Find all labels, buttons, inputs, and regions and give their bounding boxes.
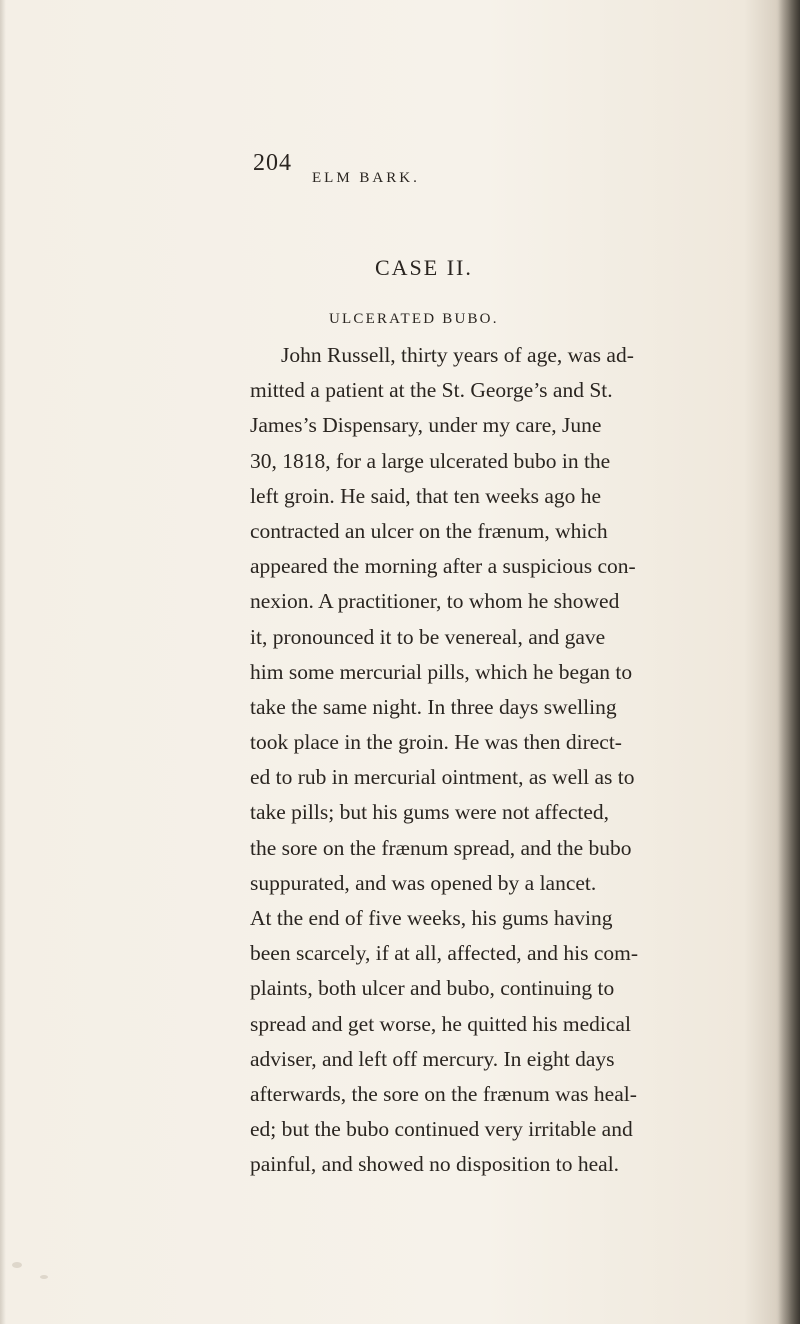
text-line: been scarcely, if at all, affected, and his com- [250,941,639,966]
text-line: take pills; but his gums were not affected, [250,800,610,825]
text-line: adviser, and left off mercury. In eight days [250,1046,615,1071]
text-line: plaints, both ulcer and bubo, continuing to [250,976,615,1001]
text-line: ed; but the bubo continued very irritable and [250,1117,633,1142]
text-line: James’s Dispensary, under my care, June [250,413,602,438]
text-line: suppurated, and was opened by a lancet. [250,870,597,895]
text-line: it, pronounced it to be venereal, and gave [250,624,606,649]
text-line: painful, and showed no disposition to heal. [250,1152,620,1177]
text-line: afterwards, the sore on the frænum was heal- [250,1081,637,1106]
text-line: nexion. A practitioner, to whom he showed [250,589,620,614]
text-line: ed to rub in mercurial ointment, as well as to [250,765,635,790]
page-left-edge [0,0,6,1324]
body-paragraph [250,338,770,1183]
text-line: 30, 1818, for a large ulcerated bubo in the [250,448,611,473]
text-line: left groin. He said, that ten weeks ago he [250,483,602,508]
case-title: CASE II. [375,255,473,280]
text-line: took place in the groin. He was then direct- [250,730,622,755]
text-line: spread and get worse, he quitted his medical [250,1011,631,1036]
running-head: ELM BARK. [312,170,420,186]
text-line: mitted a patient at the St. George’s and St. [250,378,613,403]
text-line: contracted an ulcer on the frænum, which [250,518,608,543]
paper-smudge [40,1275,48,1279]
case-subtitle: ULCERATED BUBO. [329,311,499,327]
text-line: the sore on the frænum spread, and the bubo [250,835,632,860]
book-spine-shadow [778,0,800,1324]
text-line: At the end of five weeks, his gums having [250,906,613,930]
text-line: him some mercurial pills, which he began to [250,659,633,684]
text-line: take the same night. In three days swelling [250,694,617,719]
text-line: John Russell, thirty years of age, was ad- [281,343,634,367]
page-number: 204 [253,150,292,176]
paper-smudge [12,1262,22,1268]
text-line: appeared the morning after a suspicious con- [250,554,636,579]
